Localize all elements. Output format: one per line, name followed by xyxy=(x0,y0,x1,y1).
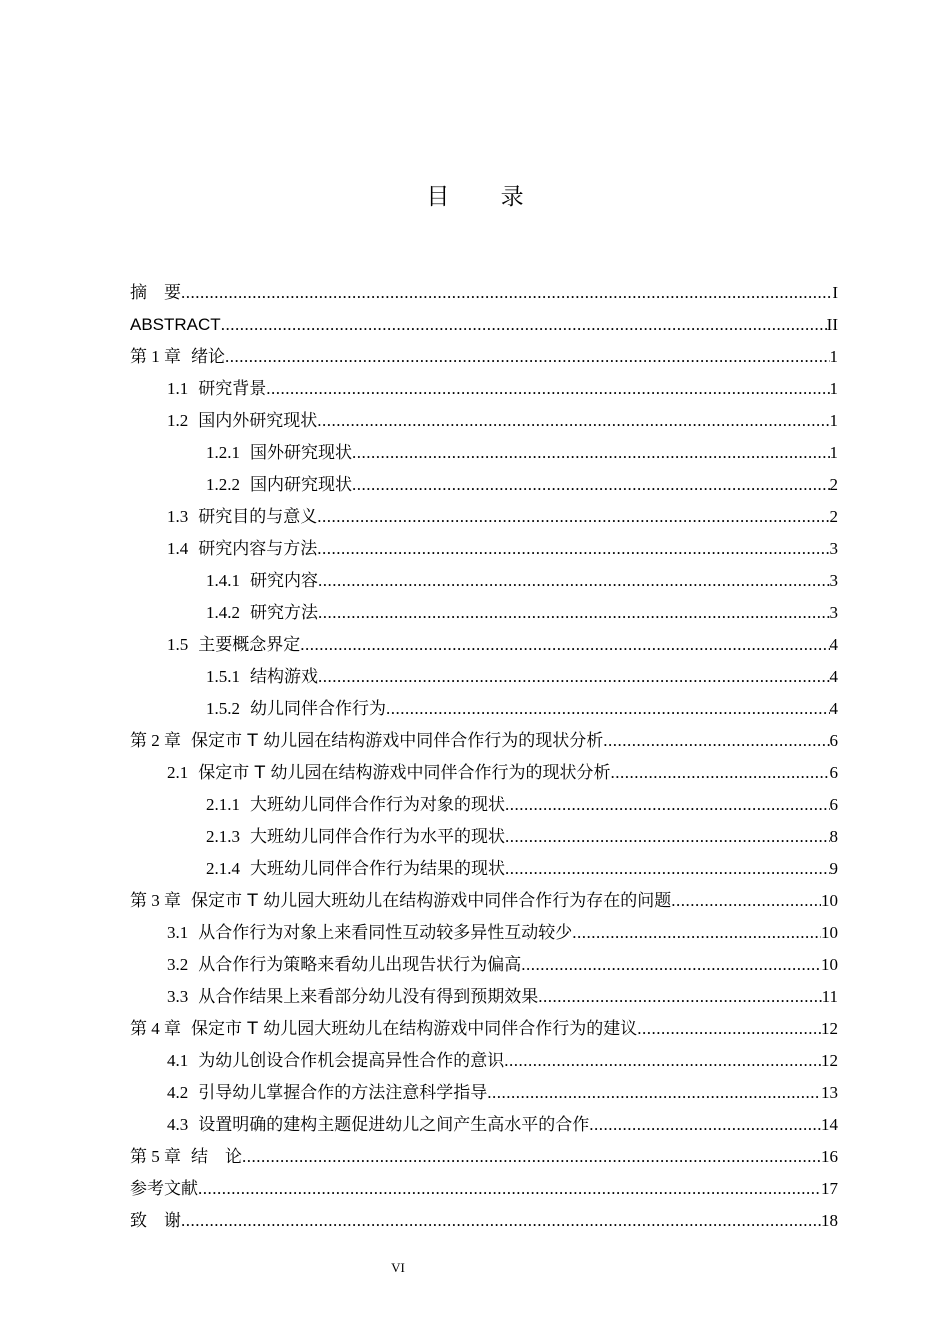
toc-dot-leader xyxy=(225,341,830,373)
toc-entry-label: 主要概念界定 xyxy=(198,635,301,655)
toc-entry-label: 幼儿同伴合作行为 xyxy=(250,699,386,719)
toc-entry-page: 2 xyxy=(829,475,838,494)
toc-dot-leader xyxy=(300,629,829,661)
toc-entry-number: 第 1 章 xyxy=(130,347,181,366)
toc-entry-label: 研究内容与方法 xyxy=(198,539,318,559)
toc-entry-number: 2.1.3 xyxy=(206,827,240,846)
toc-entry-label: 摘 要 xyxy=(130,283,181,303)
toc-entry-label: 从合作行为对象上来看同性互动较多异性互动较少 xyxy=(198,923,573,943)
toc-entry-label: 国外研究现状 xyxy=(250,443,352,463)
toc-entry-page: 3 xyxy=(829,571,838,590)
toc-entry-page: 17 xyxy=(821,1179,838,1198)
toc-entry-page: 10 xyxy=(821,955,838,974)
toc-dot-leader xyxy=(610,757,829,789)
toc-entry-page: 18 xyxy=(821,1211,838,1230)
toc-entry[interactable] xyxy=(130,949,838,981)
toc-entry-page: 16 xyxy=(821,1147,838,1166)
toc-entry-number: 2.1 xyxy=(167,763,189,782)
toc-dot-leader xyxy=(671,885,821,917)
toc-entry[interactable] xyxy=(130,821,838,853)
toc-dot-leader xyxy=(487,1077,821,1109)
toc-dot-leader xyxy=(266,373,829,405)
toc-dot-leader xyxy=(572,917,821,949)
toc-dot-leader xyxy=(505,853,830,885)
toc-entry-number: 4.1 xyxy=(167,1051,189,1070)
toc-entry-label: 国内外研究现状 xyxy=(198,411,318,431)
toc-entry[interactable] xyxy=(130,693,838,725)
toc-entry-label: 从合作行为策略来看幼儿出现告状行为偏高 xyxy=(198,955,522,975)
toc-entry-number: 1.5.1 xyxy=(206,667,240,686)
toc-entry[interactable] xyxy=(130,1141,838,1173)
toc-entry-number: 1.4.2 xyxy=(206,603,240,622)
toc-dot-leader xyxy=(317,501,829,533)
toc-entry-page: 1 xyxy=(829,411,838,430)
toc-entry-label: 结构游戏 xyxy=(250,667,318,687)
toc-entry-label: 研究背景 xyxy=(198,379,267,399)
toc-entry-number: 1.5 xyxy=(167,635,189,654)
toc-dot-leader xyxy=(317,533,829,565)
toc-entry[interactable] xyxy=(130,437,838,469)
toc-entry-number: 2.1.1 xyxy=(206,795,240,814)
toc-dot-leader xyxy=(637,1013,821,1045)
toc-entry[interactable] xyxy=(130,885,838,917)
toc-entry[interactable] xyxy=(130,1045,838,1077)
page-number: VI xyxy=(391,1260,405,1275)
toc-entry-page: 8 xyxy=(829,827,838,846)
toc-entry-page: 10 xyxy=(821,891,838,910)
table-of-contents xyxy=(130,277,838,1237)
toc-entry[interactable] xyxy=(130,309,838,341)
toc-entry-number: 2.1.4 xyxy=(206,859,240,878)
toc-entry-number: 1.4.1 xyxy=(206,571,240,590)
toc-entry-page: 6 xyxy=(829,795,838,814)
toc-dot-leader xyxy=(318,597,830,629)
toc-entry-page: 1 xyxy=(829,443,838,462)
toc-entry-label: 从合作结果上来看部分幼儿没有得到预期效果 xyxy=(198,987,539,1007)
toc-dot-leader xyxy=(538,981,821,1013)
toc-entry-page: 4 xyxy=(829,667,838,686)
toc-entry-label: 研究目的与意义 xyxy=(198,507,318,527)
toc-entry-page: 3 xyxy=(829,603,838,622)
toc-entry-number: 1.3 xyxy=(167,507,189,526)
toc-entry-page: II xyxy=(826,315,838,334)
toc-dot-leader xyxy=(317,405,829,437)
toc-title: 目 录 xyxy=(426,184,546,210)
toc-entry-page: 10 xyxy=(821,923,838,942)
toc-dot-leader xyxy=(352,437,830,469)
toc-entry-label: ABSTRACT xyxy=(130,315,221,334)
toc-entry[interactable] xyxy=(130,533,838,565)
toc-entry-number: 第 5 章 xyxy=(130,1147,181,1166)
toc-dot-leader xyxy=(181,1205,821,1237)
toc-entry-page: I xyxy=(832,283,838,302)
toc-entry-label: 为幼儿创设合作机会提高异性合作的意识 xyxy=(198,1051,505,1071)
toc-entry-label: 保定市 T 幼儿园大班幼儿在结构游戏中同伴合作行为存在的问题 xyxy=(191,891,672,911)
toc-entry-number: 第 2 章 xyxy=(130,731,181,750)
toc-dot-leader xyxy=(505,821,830,853)
toc-entry[interactable] xyxy=(130,661,838,693)
toc-entry-page: 9 xyxy=(829,859,838,878)
toc-entry[interactable] xyxy=(130,501,838,533)
toc-entry[interactable] xyxy=(130,277,838,309)
toc-dot-leader xyxy=(318,565,830,597)
toc-entry-number: 4.2 xyxy=(167,1083,189,1102)
toc-entry-label: 大班幼儿同伴合作行为对象的现状 xyxy=(250,795,505,815)
toc-entry-page: 14 xyxy=(821,1115,838,1134)
toc-entry[interactable] xyxy=(130,789,838,821)
toc-entry[interactable] xyxy=(130,469,838,501)
toc-entry-page: 1 xyxy=(829,347,838,366)
toc-entry-page: 1 xyxy=(829,379,838,398)
toc-entry-label: 绪论 xyxy=(191,347,225,367)
toc-entry[interactable] xyxy=(130,1013,838,1045)
toc-entry-page: 4 xyxy=(829,635,838,654)
toc-entry-number: 3.1 xyxy=(167,923,189,942)
toc-entry[interactable] xyxy=(130,1109,838,1141)
toc-entry-page: 4 xyxy=(829,699,838,718)
toc-entry[interactable] xyxy=(130,981,838,1013)
toc-entry-label: 设置明确的建构主题促进幼儿之间产生高水平的合作 xyxy=(198,1115,590,1135)
toc-entry-label: 研究方法 xyxy=(250,603,318,623)
toc-entry-label: 保定市 T 幼儿园在结构游戏中同伴合作行为的现状分析 xyxy=(191,731,604,751)
toc-entry-number: 3.3 xyxy=(167,987,189,1006)
toc-entry-page: 2 xyxy=(829,507,838,526)
toc-entry[interactable] xyxy=(130,853,838,885)
toc-entry-number: 第 4 章 xyxy=(130,1019,181,1038)
toc-entry-number: 1.1 xyxy=(167,379,189,398)
toc-entry-label: 大班幼儿同伴合作行为结果的现状 xyxy=(250,859,505,879)
toc-entry[interactable] xyxy=(130,405,838,437)
toc-dot-leader xyxy=(505,789,830,821)
toc-dot-leader xyxy=(221,309,827,341)
toc-dot-leader xyxy=(198,1173,821,1205)
toc-entry-number: 1.2 xyxy=(167,411,189,430)
toc-entry-page: 12 xyxy=(821,1019,838,1038)
toc-dot-leader xyxy=(318,661,830,693)
toc-entry-number: 1.5.2 xyxy=(206,699,240,718)
toc-entry-label: 保定市 T 幼儿园在结构游戏中同伴合作行为的现状分析 xyxy=(198,763,611,783)
toc-entry[interactable] xyxy=(130,725,838,757)
toc-entry-number: 1.2.2 xyxy=(206,475,240,494)
toc-entry[interactable] xyxy=(130,1077,838,1109)
toc-entry[interactable] xyxy=(130,341,838,373)
toc-entry-label: 参考文献 xyxy=(130,1179,198,1199)
toc-entry-label: 大班幼儿同伴合作行为水平的现状 xyxy=(250,827,505,847)
toc-entry-page: 12 xyxy=(821,1051,838,1070)
toc-entry-number: 1.4 xyxy=(167,539,189,558)
toc-entry[interactable] xyxy=(130,373,838,405)
toc-dot-leader xyxy=(521,949,821,981)
toc-dot-leader xyxy=(589,1109,821,1141)
toc-entry-page: 6 xyxy=(829,731,838,750)
toc-entry[interactable] xyxy=(130,917,838,949)
toc-entry-label: 结 论 xyxy=(191,1147,242,1167)
toc-dot-leader xyxy=(504,1045,821,1077)
toc-entry[interactable] xyxy=(130,1205,838,1237)
toc-entry-number: 4.3 xyxy=(167,1115,189,1134)
toc-entry[interactable] xyxy=(130,757,838,789)
toc-dot-leader xyxy=(603,725,829,757)
toc-entry-label: 研究内容 xyxy=(250,571,318,591)
toc-entry-label: 致 谢 xyxy=(130,1211,181,1231)
toc-entry[interactable] xyxy=(130,1173,838,1205)
toc-dot-leader xyxy=(352,469,830,501)
toc-dot-leader xyxy=(386,693,830,725)
toc-entry-page: 11 xyxy=(821,987,838,1006)
toc-entry-label: 引导幼儿掌握合作的方法注意科学指导 xyxy=(198,1083,488,1103)
toc-dot-leader xyxy=(242,1141,821,1173)
toc-entry-number: 第 3 章 xyxy=(130,891,181,910)
toc-entry-number: 3.2 xyxy=(167,955,189,974)
toc-entry[interactable] xyxy=(130,597,838,629)
toc-entry-page: 6 xyxy=(829,763,838,782)
toc-entry[interactable] xyxy=(130,565,838,597)
toc-entry-page: 13 xyxy=(821,1083,838,1102)
toc-entry-number: 1.2.1 xyxy=(206,443,240,462)
toc-entry-label: 国内研究现状 xyxy=(250,475,352,495)
toc-dot-leader xyxy=(181,277,832,309)
toc-entry-label: 保定市 T 幼儿园大班幼儿在结构游戏中同伴合作行为的建议 xyxy=(191,1019,638,1039)
toc-entry-page: 3 xyxy=(829,539,838,558)
toc-entry[interactable] xyxy=(130,629,838,661)
